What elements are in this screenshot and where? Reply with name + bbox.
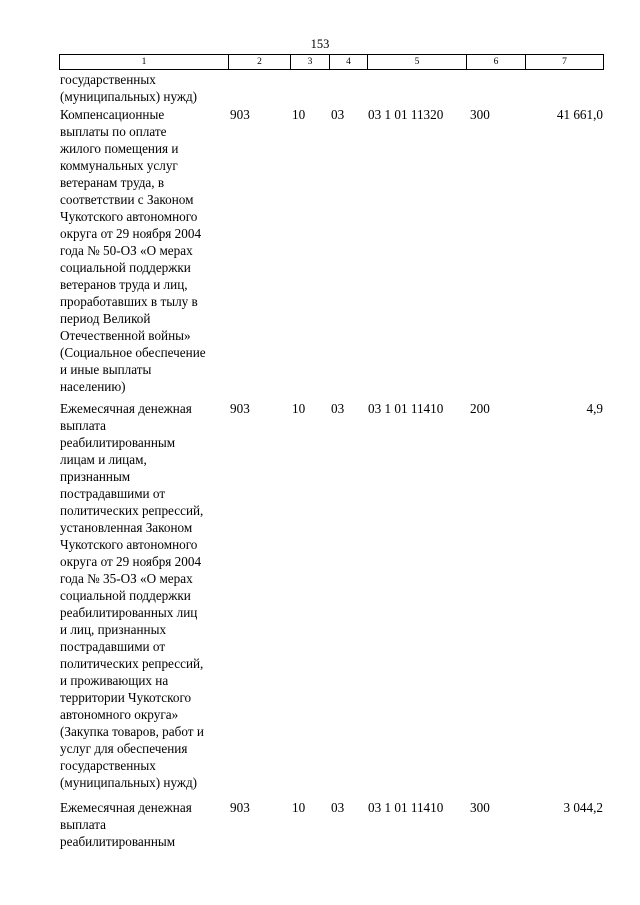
header-col-3: 3 <box>291 55 330 69</box>
row-amount: 41 661,0 <box>556 107 603 122</box>
row-expense-kind: 300 <box>470 107 490 122</box>
row-expense-kind: 300 <box>470 800 490 815</box>
row-subsection-code: 03 <box>331 401 345 416</box>
row-subsection-code: 03 <box>331 107 345 122</box>
header-col-5: 5 <box>368 55 467 69</box>
row-target-code: 03 1 01 11320 <box>368 107 444 122</box>
row-subsection-code: 03 <box>331 800 345 815</box>
row-ministry-code: 903 <box>230 107 250 122</box>
row-description: Компенсационные выплаты по оплате жилого помещения и коммунальных услуг ветеранам труда, в соответствии с Законом Чукотского автономного округа от 29 ноября 2004 года № 50-ОЗ «О мерах социальной поддержки ветеранов труда и лиц, проработавших в тылу в период Великой Отечественной войны» (Социальное обеспечение и иные выплаты населению) <box>60 107 206 394</box>
row-ministry-code: 903 <box>230 401 250 416</box>
page-number: 153 <box>310 37 330 51</box>
header-col-2: 2 <box>229 55 291 69</box>
header-col-7: 7 <box>562 57 567 67</box>
row-target-code: 03 1 01 11410 <box>368 401 444 416</box>
table-header-row <box>59 54 604 70</box>
row-amount: 3 044,2 <box>563 800 603 815</box>
row-description: Ежемесячная денежная выплата реабилитированным <box>60 800 192 849</box>
header-col-1: 1 <box>60 55 229 69</box>
row-section-code: 10 <box>292 800 306 815</box>
header-col-6: 6 <box>467 55 526 69</box>
row-expense-kind: 200 <box>470 401 490 416</box>
row-section-code: 10 <box>292 401 306 416</box>
row-ministry-code: 903 <box>230 800 250 815</box>
row-target-code: 03 1 01 11410 <box>368 800 444 815</box>
row-amount: 4,9 <box>586 401 603 416</box>
row-description: государственных (муниципальных) нужд) <box>60 72 198 104</box>
row-section-code: 10 <box>292 107 306 122</box>
header-col-4: 4 <box>330 55 368 69</box>
row-description: Ежемесячная денежная выплата реабилитированным лицам и лицам, признанным пострадавшими от политических репрессий, установленная Законом Чукотского автономного округа от 29 ноября 2004 года № 35-ОЗ «О мерах социальной поддержки реабилитированных лиц и лиц, признанных пострадавшими от политических репрессий, и проживающих на территории Чукотского автономного округа» (Закупка товаров, работ и услуг для обеспечения государственных (муниципальных) нужд) <box>60 401 204 790</box>
